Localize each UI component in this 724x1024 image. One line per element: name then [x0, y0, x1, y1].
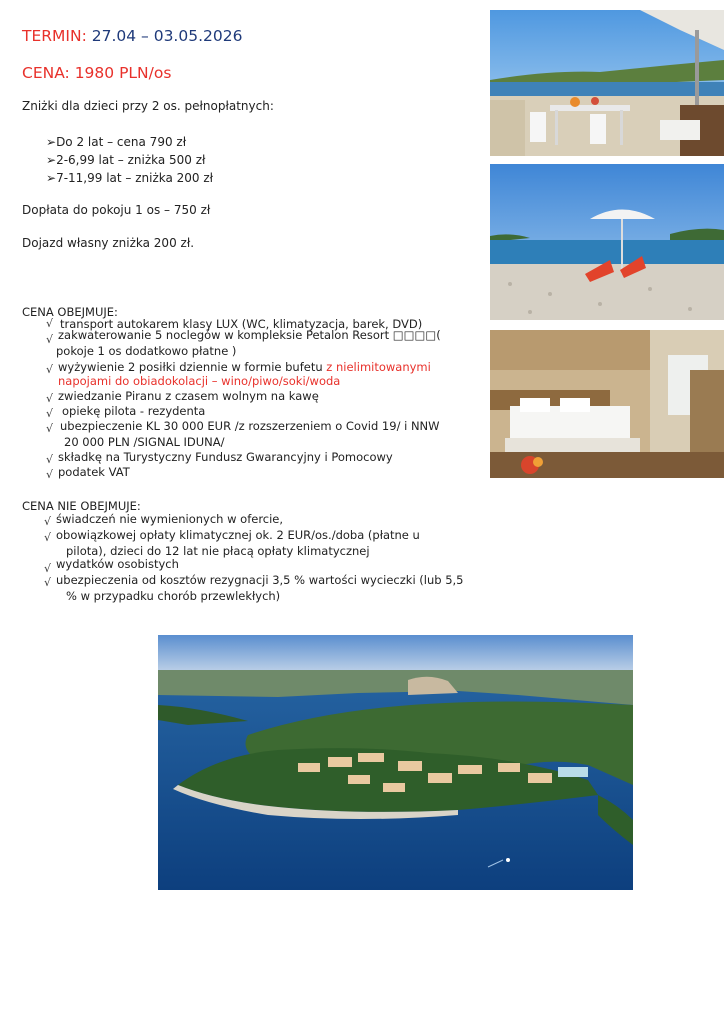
single-supplement: Dopłata do pokoju 1 os – 750 zł [22, 203, 211, 217]
photo-hotel-room [490, 330, 724, 478]
excludes-item [56, 558, 179, 572]
includes-item [58, 466, 130, 480]
item-text-cont: 20 000 PLN /SIGNAL IDUNA/ [64, 434, 225, 449]
discount-text: 2-6,99 lat – zniżka 500 zł [56, 153, 206, 167]
discount-text: Do 2 lat – cena 790 zł [56, 135, 187, 149]
check-icon: √ [46, 407, 54, 420]
discount-list [46, 135, 213, 189]
includes-item [58, 329, 441, 358]
item-text: zakwaterowanie 5 noclegów w kompleksie Petalon Resort □□□□( [58, 328, 441, 342]
includes-item [60, 420, 440, 449]
excludes-item [56, 529, 420, 558]
discount-item [46, 135, 213, 153]
item-text: podatek VAT [58, 465, 130, 479]
includes-item [62, 405, 205, 419]
check-icon: √ [46, 363, 54, 376]
excludes-item [56, 574, 464, 603]
includes-item [58, 390, 319, 404]
arrow-icon: ➢ [46, 153, 57, 167]
item-text: ubezpieczenie KL 30 000 EUR /z rozszerzeniem o Covid 19/ i NNW [60, 419, 440, 433]
check-icon: √ [46, 333, 54, 346]
item-text: świadczeń nie wymienionych w ofercie, [56, 512, 284, 526]
item-text-cont: % w przypadku chorób przewlekłych) [66, 588, 281, 603]
check-icon: √ [46, 468, 54, 481]
item-text-cont: pokoje 1 os dodatkowo płatne ) [56, 343, 237, 358]
check-icon: √ [44, 576, 52, 589]
discount-item [46, 171, 213, 189]
item-highlight: z nielimitowanymi [326, 360, 431, 374]
check-icon: √ [44, 562, 52, 575]
discount-item [46, 153, 213, 171]
arrow-icon: ➢ [46, 135, 57, 149]
check-icon: √ [46, 317, 54, 330]
check-icon: √ [46, 392, 54, 405]
item-text: opiekę pilota - rezydenta [62, 404, 206, 418]
item-text: obowiązkowej opłaty klimatycznej ok. 2 EUR/os./doba (płatne u [56, 528, 420, 542]
item-highlight-cont: napojami do obiadokolacji – wino/piwo/soki/woda [58, 373, 341, 388]
photo-beach-loungers [490, 164, 724, 320]
discounts-heading: Zniżki dla dzieci przy 2 os. pełnopłatnych: [22, 99, 274, 113]
photo-aerial-resort [158, 635, 633, 890]
item-text: wydatków osobistych [56, 557, 179, 571]
includes-heading: CENA OBEJMUJE: [22, 305, 118, 319]
own-transport: Dojazd własny zniżka 200 zł. [22, 236, 195, 250]
termin-line [22, 27, 242, 45]
check-icon: √ [46, 422, 54, 435]
item-text: transport autokarem klasy LUX (WC, klimatyzacja, barek, DVD) [60, 317, 423, 331]
arrow-icon: ➢ [46, 171, 57, 185]
photo-beach-terrace [490, 10, 724, 156]
excludes-heading: CENA NIE OBEJMUJE: [22, 499, 141, 513]
item-text: składkę na Turystyczny Fundusz Gwarancyjny i Pomocowy [58, 450, 393, 464]
item-text: wyżywienie 2 posiłki dziennie w formie bufetu [58, 360, 327, 374]
check-icon: √ [44, 531, 52, 544]
price-line: CENA: 1980 PLN/os [22, 64, 172, 82]
check-icon: √ [44, 515, 52, 528]
item-text: zwiedzanie Piranu z czasem wolnym na kawę [58, 389, 319, 403]
excludes-item [56, 513, 283, 527]
includes-item [58, 361, 431, 388]
includes-item [58, 451, 393, 465]
discount-text: 7-11,99 lat – zniżka 200 zł [56, 171, 214, 185]
item-text-cont: pilota), dzieci do 12 lat nie płacą opłaty klimatycznej [66, 543, 370, 558]
item-text: ubezpieczenia od kosztów rezygnacji 3,5 % wartości wycieczki (lub 5,5 [56, 573, 464, 587]
termin-value: 27.04 – 03.05.2026 [91, 27, 243, 45]
check-icon: √ [46, 453, 54, 466]
termin-label: TERMIN: [22, 27, 87, 45]
